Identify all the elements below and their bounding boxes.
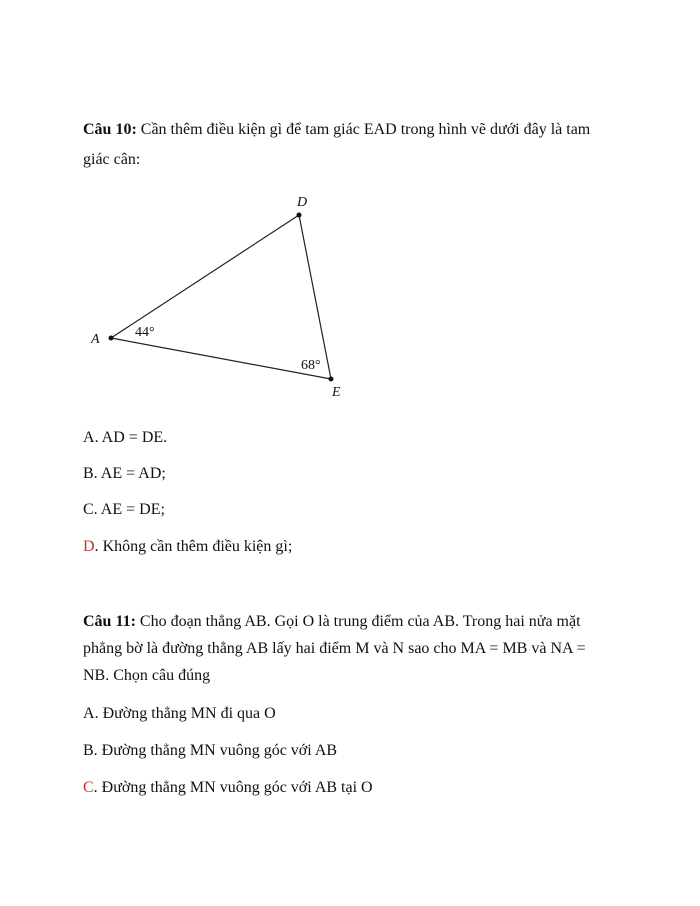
side-de — [299, 215, 331, 379]
q10-option-b-text: . AE = AD; — [93, 465, 166, 482]
q10-option-c-text: . AE = DE; — [93, 501, 165, 518]
q11-prompt-line1 — [83, 612, 581, 632]
q11-option-a-letter: A — [83, 705, 95, 722]
point-d — [297, 213, 302, 218]
label-a: A — [91, 332, 100, 347]
q10-text-1: Cần thêm điều kiện gì để tam giác EAD trong hình vẽ dưới đây là tam — [136, 121, 591, 138]
q10-option-b-letter: B — [83, 465, 94, 482]
q11-option-b-letter: B — [83, 742, 94, 759]
q11-option-b-text: . Đường thẳng MN vuông góc với AB — [93, 742, 338, 759]
angle-a-label: 44° — [135, 325, 155, 340]
angle-e-label: 68° — [301, 358, 321, 373]
side-ae — [111, 338, 331, 379]
label-d: D — [297, 195, 308, 210]
q11-option-a-text: . Đường thẳng MN đi qua O — [94, 705, 276, 722]
point-a — [109, 336, 114, 341]
q10-option-b — [83, 464, 166, 484]
q10-option-d-letter: D — [83, 538, 95, 555]
q11-prompt-line3 — [83, 666, 210, 686]
triangle-ead-svg — [80, 186, 370, 406]
q11-option-c-text: . Đường thẳng MN vuông góc với AB tại O — [93, 779, 373, 796]
q11-option-c — [83, 778, 373, 798]
q10-option-a-text: . AD = DE. — [94, 429, 168, 446]
q11-text-1: Cho đoạn thẳng AB. Gọi O là trung điểm của AB. Trong hai nửa mặt — [135, 613, 581, 630]
q11-number: Câu 11: — [83, 613, 136, 630]
q10-option-d-text: . Không cần thêm điều kiện gì; — [94, 538, 293, 555]
q11-text-3: NB. Chọn câu đúng — [83, 667, 211, 684]
q10-option-c — [83, 500, 165, 520]
q10-option-d — [83, 537, 292, 557]
q10-prompt-line2 — [83, 150, 140, 170]
q10-option-a — [83, 428, 167, 448]
q10-prompt-line1 — [83, 120, 590, 140]
side-ad — [111, 215, 299, 338]
triangle-ead-figure — [80, 186, 370, 406]
q10-text-2: giác cân: — [83, 151, 141, 168]
q10-number: Câu 10: — [83, 121, 137, 138]
label-e: E — [332, 385, 341, 400]
q11-prompt-line2 — [83, 639, 586, 659]
q11-option-b — [83, 741, 337, 761]
point-e — [329, 377, 334, 382]
q10-option-a-letter: A — [83, 429, 95, 446]
q11-option-a — [83, 704, 276, 724]
q11-option-c-letter: C — [83, 779, 94, 796]
q11-text-2: phẳng bờ là đường thẳng AB lấy hai điểm M và N sao cho MA = MB và NA = — [83, 640, 586, 657]
q10-option-c-letter: C — [83, 501, 94, 518]
